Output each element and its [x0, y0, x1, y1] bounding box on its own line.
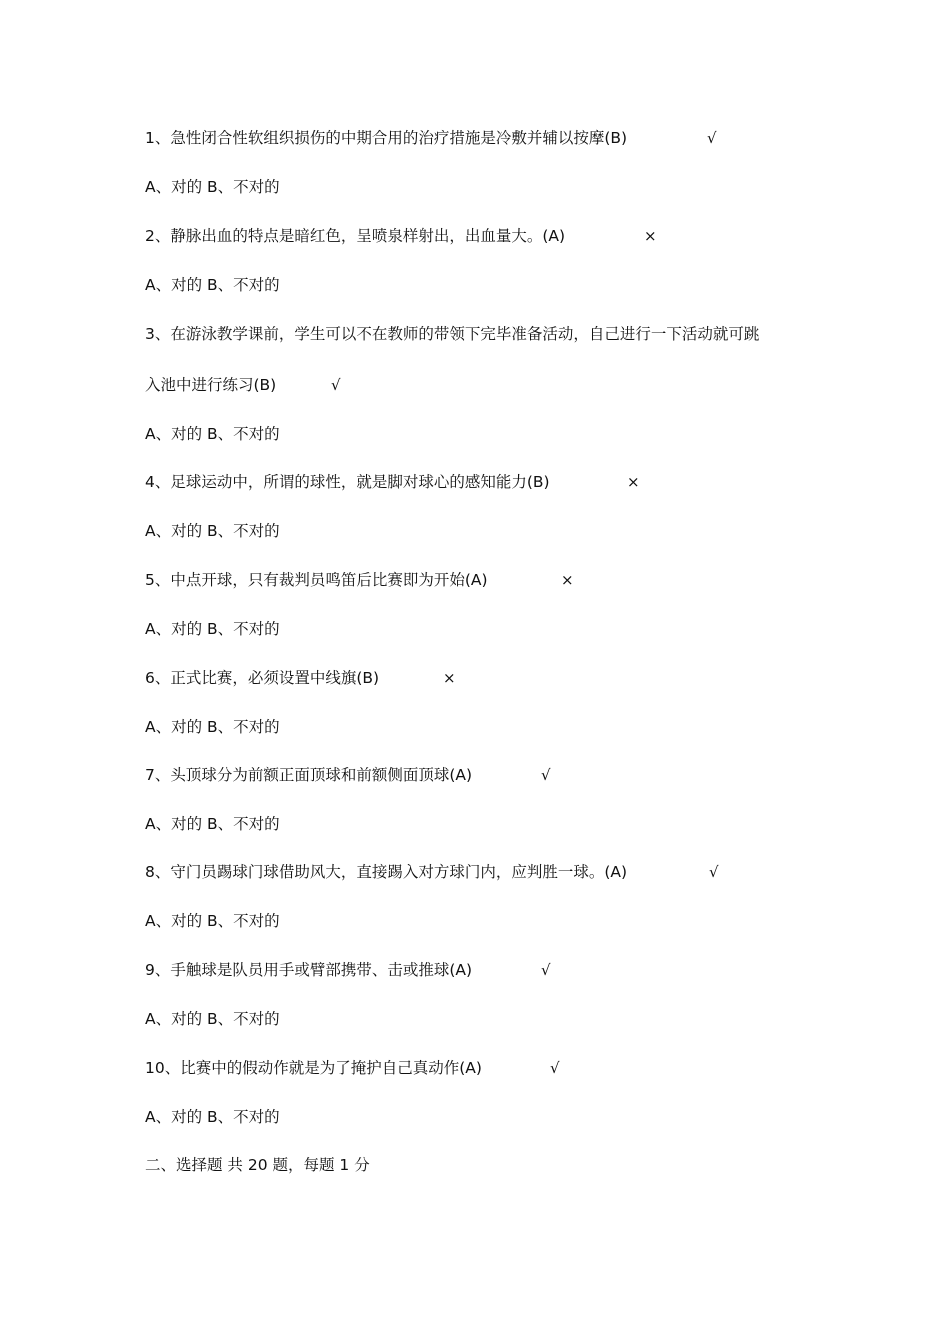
question-9-mark: √ [541, 961, 551, 979]
question-9-options: A、对的 B、不对的 [145, 1010, 280, 1028]
question-8-options: A、对的 B、不对的 [145, 912, 280, 930]
question-8-text: 8、守门员踢球门球借助风大，直接踢入对方球门内，应判胜一球。(A) [145, 863, 628, 881]
question-7-mark: √ [541, 766, 551, 784]
question-1-text: 1、急性闭合性软组织损伤的中期合用的治疗措施是冷敷并辅以按摩(B) [145, 129, 628, 147]
question-2-text: 2、静脉出血的特点是暗红色，呈喷泉样射出，出血量大。(A) [145, 227, 566, 245]
question-1-mark: √ [707, 129, 717, 147]
question-2-mark: × [644, 227, 657, 245]
question-5-text: 5、中点开球，只有裁判员鸣笛后比赛即为开始(A) [145, 571, 488, 589]
question-7-options: A、对的 B、不对的 [145, 815, 280, 833]
question-7-text: 7、头顶球分为前额正面顶球和前额侧面顶球(A) [145, 766, 473, 784]
question-1-options: A、对的 B、不对的 [145, 178, 280, 196]
question-6-text: 6、正式比赛，必须设置中线旗(B) [145, 669, 380, 687]
section-heading: 二、选择题 共 20 题，每题 1 分 [145, 1156, 370, 1174]
question-5-mark: × [561, 571, 574, 589]
question-2-options: A、对的 B、不对的 [145, 276, 280, 294]
question-4-mark: × [627, 473, 640, 491]
question-3-text: 3、在游泳教学课前，学生可以不在教师的带领下完毕准备活动，自己进行一下活动就可跳 [145, 325, 760, 343]
question-4-options: A、对的 B、不对的 [145, 522, 280, 540]
question-10-options: A、对的 B、不对的 [145, 1108, 280, 1126]
question-6-options: A、对的 B、不对的 [145, 718, 280, 736]
question-3-mark: √ [331, 376, 341, 394]
question-8-mark: √ [709, 863, 719, 881]
question-4-text: 4、足球运动中，所谓的球性，就是脚对球心的感知能力(B) [145, 473, 550, 491]
question-10-text: 10、比赛中的假动作就是为了掩护自己真动作(A) [145, 1059, 482, 1077]
question-3-options: A、对的 B、不对的 [145, 425, 280, 443]
question-6-mark: × [443, 669, 456, 687]
question-9-text: 9、手触球是队员用手或臂部携带、击或推球(A) [145, 961, 473, 979]
question-10-mark: √ [550, 1059, 560, 1077]
question-3-text-continued: 入池中进行练习(B) [145, 376, 277, 394]
question-5-options: A、对的 B、不对的 [145, 620, 280, 638]
